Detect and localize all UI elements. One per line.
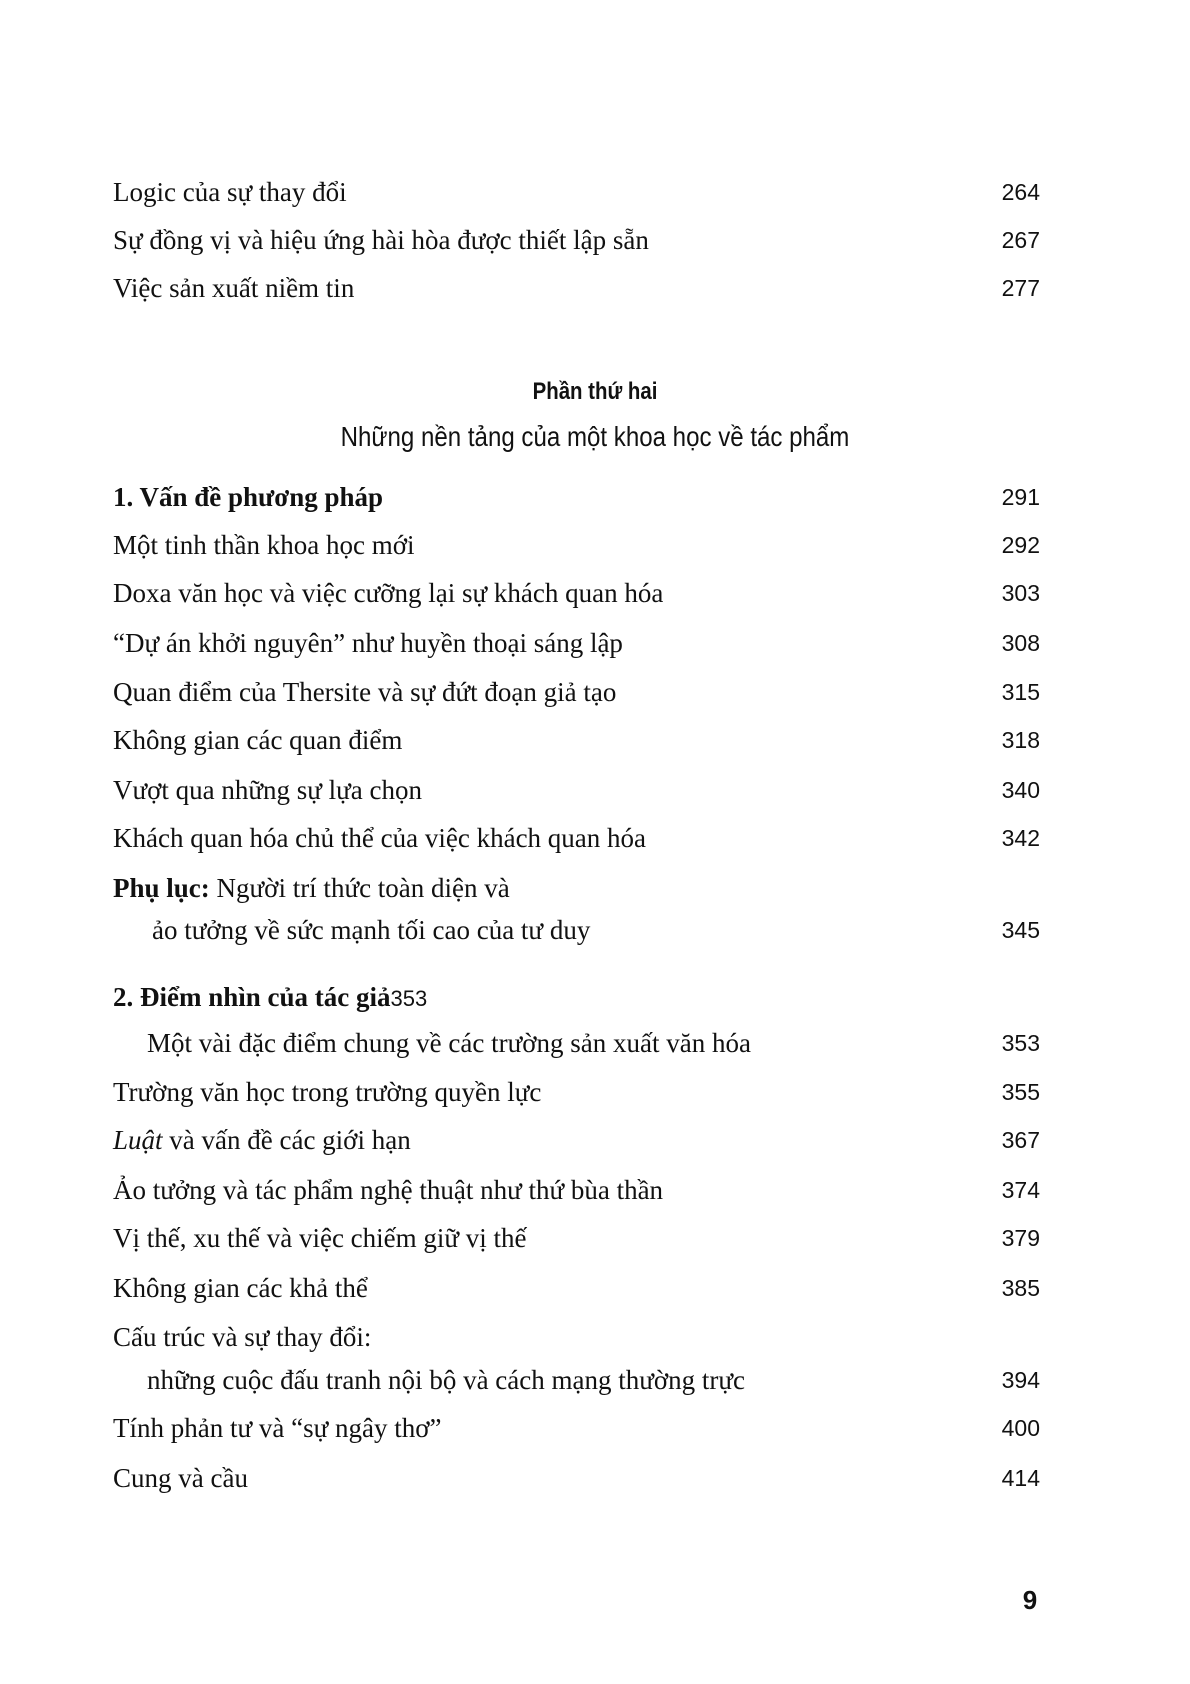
toc-entry-title: Một vài đặc điểm chung về các trường sản xuất văn hóa: [147, 1028, 751, 1058]
toc-entry: [0, 271, 1190, 305]
chapter-title: 1. Vấn đề phương pháp: [113, 482, 384, 512]
toc-entry: [0, 528, 1190, 562]
appendix-title: [113, 871, 510, 905]
toc-entry-title: Doxa văn học và việc cưỡng lại sự khách quan hóa: [113, 578, 664, 608]
toc-entry: [0, 1221, 1190, 1255]
toc-entry-title: Sự đồng vị và hiệu ứng hài hòa được thiết lập sẵn: [113, 225, 649, 255]
chapter-title-text: 2. Điểm nhìn của tác giả: [113, 982, 391, 1012]
toc-entry-title: Việc sản xuất niềm tin: [113, 273, 355, 303]
toc-entry-title: Không gian các khả thể: [113, 1273, 368, 1303]
appendix-label: Phụ lục:: [113, 873, 210, 903]
toc-entry-page: 292: [1001, 532, 1040, 558]
toc-entry-page: 277: [1001, 275, 1040, 301]
toc-entry-page: 355: [1001, 1079, 1040, 1105]
toc-entry-page: 385: [1001, 1275, 1040, 1301]
toc-entry: [0, 1411, 1190, 1445]
appendix-entry-line2: [0, 913, 1190, 947]
toc-entry-page: 414: [1001, 1465, 1040, 1491]
toc-entry-page: 374: [1001, 1177, 1040, 1203]
toc-entry-title: Một tinh thần khoa học mới: [113, 530, 415, 560]
toc-entry: [0, 1271, 1190, 1305]
appendix-title-line2: ảo tưởng về sức mạnh tối cao của tư duy: [152, 915, 591, 945]
toc-entry-line2: [0, 1363, 1190, 1397]
appendix-title-line1: Người trí thức toàn diện và: [216, 873, 510, 903]
toc-entry-title-rest: và vấn đề các giới hạn: [162, 1125, 411, 1155]
toc-entry: [0, 821, 1190, 855]
toc-entry: [0, 1123, 1190, 1157]
toc-entry-page: 308: [1001, 630, 1040, 656]
toc-entry: [0, 576, 1190, 610]
toc-entry-page: 340: [1001, 777, 1040, 803]
toc-entry-title: “Dự án khởi nguyên” như huyền thoại sáng lập: [113, 628, 623, 658]
toc-entry-page: 394: [1001, 1367, 1040, 1393]
page-number: 9: [1022, 1585, 1038, 1615]
toc-entry: [0, 175, 1190, 209]
toc-entry-page: 353: [1001, 1030, 1040, 1056]
toc-entry-title: Không gian các quan điểm: [113, 725, 403, 755]
toc-entry: [0, 1075, 1190, 1109]
toc-entry-page: 379: [1001, 1225, 1040, 1251]
toc-entry-title: Logic của sự thay đổi: [113, 177, 347, 207]
chapter-inline-page: 353: [390, 986, 428, 1011]
appendix-entry-line1: [0, 871, 1190, 905]
toc-entry-page: 342: [1001, 825, 1040, 851]
toc-entry-title: Cung và cầu: [113, 1463, 248, 1493]
toc-entry: [0, 626, 1190, 660]
part-label: Phần thứ hai: [532, 378, 658, 405]
part-title: Những nền tảng của một khoa học về tác phẩm: [340, 421, 850, 452]
toc-entry-title: Trường văn học trong trường quyền lực: [113, 1077, 542, 1107]
toc-entry: [0, 1461, 1190, 1495]
toc-entry: [0, 723, 1190, 757]
toc-entry-page: 400: [1001, 1415, 1040, 1441]
chapter-heading: [0, 980, 1190, 1014]
toc-entry-line1: [0, 1320, 1190, 1354]
toc-entry-title: Quan điểm của Thersite và sự đứt đoạn giả tạo: [113, 677, 617, 707]
toc-entry-title: Tính phản tư và “sự ngây thơ”: [113, 1413, 442, 1443]
toc-entry-title: Vị thế, xu thế và việc chiếm giữ vị thế: [113, 1223, 527, 1253]
toc-entry-page: 345: [1001, 917, 1040, 943]
toc-entry-page: 318: [1001, 727, 1040, 753]
toc-entry: [0, 1173, 1190, 1207]
toc-entry-title-line1: Cấu trúc và sự thay đổi:: [113, 1322, 372, 1352]
chapter-title: [113, 980, 427, 1016]
toc-entry-title-italic: Luật: [113, 1125, 163, 1155]
toc-entry: [0, 675, 1190, 709]
toc-entry-page: 267: [1001, 227, 1040, 253]
toc-entry-title: Khách quan hóa chủ thể của việc khách quan hóa: [113, 823, 647, 853]
toc-entry: [0, 773, 1190, 807]
chapter-heading: [0, 480, 1190, 514]
toc-entry: [0, 1026, 1190, 1060]
toc-entry-title-line2: những cuộc đấu tranh nội bộ và cách mạng thường trực: [147, 1365, 746, 1395]
toc-entry-title: Ảo tưởng và tác phẩm nghệ thuật như thứ bùa thần: [113, 1175, 664, 1205]
toc-entry: [0, 223, 1190, 257]
toc-entry-page: 264: [1001, 179, 1040, 205]
chapter-page: 291: [1001, 484, 1040, 510]
toc-entry-title: Vượt qua những sự lựa chọn: [113, 775, 423, 805]
toc-entry-page: 315: [1001, 679, 1040, 705]
toc-entry-title: [113, 1123, 411, 1157]
toc-entry-page: 367: [1001, 1127, 1040, 1153]
toc-entry-page: 303: [1001, 580, 1040, 606]
